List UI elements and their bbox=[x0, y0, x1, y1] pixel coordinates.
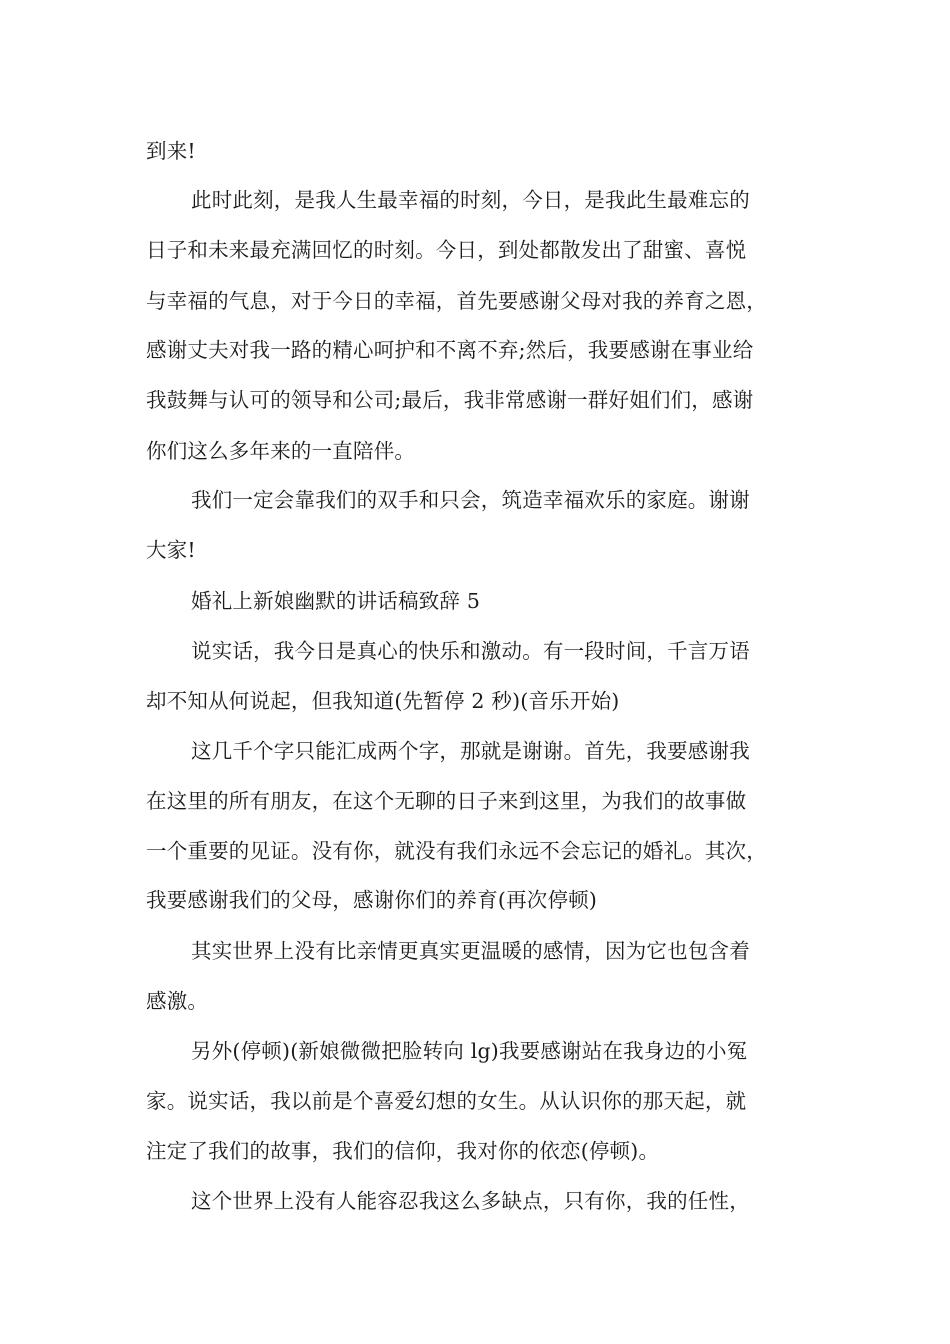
text-line: 家。说实话，我以前是个喜爱幻想的女生。从认识你的那天起，就 bbox=[146, 1089, 747, 1113]
paragraph-start-line: 这几千个字只能汇成两个字，那就是谢谢。首先，我要感谢我 bbox=[191, 739, 750, 763]
text-line: 与幸福的气息，对于今日的幸福，首先要感谢父母对我的养育之恩， bbox=[146, 289, 767, 313]
text-line: 你们这么多年来的一直陪伴。 bbox=[146, 439, 416, 463]
text-line: 注定了我们的故事，我们的信仰，我对你的依恋(停顿)。 bbox=[146, 1139, 660, 1163]
text-line: 感激。 bbox=[146, 989, 209, 1013]
section-heading: 婚礼上新娘幽默的讲话稿致辞 5 bbox=[191, 589, 481, 613]
paragraph-start-line: 这个世界上没有人能容忍我这么多缺点，只有你，我的任性， bbox=[191, 1189, 750, 1213]
paragraph-start-line: 其实世界上没有比亲情更真实更温暖的感情，因为它也包含着 bbox=[191, 939, 750, 963]
text-line: 却不知从何说起，但我知道(先暂停 2 秒)(音乐开始) bbox=[146, 689, 620, 713]
paragraph-start-line: 我们一定会靠我们的双手和只会，筑造幸福欢乐的家庭。谢谢 bbox=[191, 488, 750, 512]
paragraph-start-line: 说实话，我今日是真心的快乐和激动。有一段时间，千言万语 bbox=[191, 639, 750, 663]
text-line: 感谢丈夫对我一路的精心呵护和不离不弃;然后，我要感谢在事业给 bbox=[146, 338, 754, 362]
paragraph-start-line: 另外(停顿)(新娘微微把脸转向 lg)我要感谢站在我身边的小冤 bbox=[191, 1039, 748, 1063]
text-line: 日子和未来最充满回忆的时刻。今日，到处都散发出了甜蜜、喜悦 bbox=[146, 238, 747, 262]
text-line: 到来! bbox=[146, 139, 196, 163]
paragraph-start-line: 此时此刻，是我人生最幸福的时刻，今日，是我此生最难忘的 bbox=[191, 188, 750, 212]
text-line: 大家! bbox=[146, 538, 196, 562]
text-line: 在这里的所有朋友，在这个无聊的日子来到这里，为我们的故事做 bbox=[146, 789, 747, 813]
text-line: 我要感谢我们的父母，感谢你们的养育(再次停顿) bbox=[146, 888, 598, 912]
text-line: 一个重要的见证。没有你，就没有我们永远不会忘记的婚礼。其次， bbox=[146, 839, 767, 863]
text-line: 我鼓舞与认可的领导和公司;最后，我非常感谢一群好姐们们，感谢 bbox=[146, 388, 754, 412]
